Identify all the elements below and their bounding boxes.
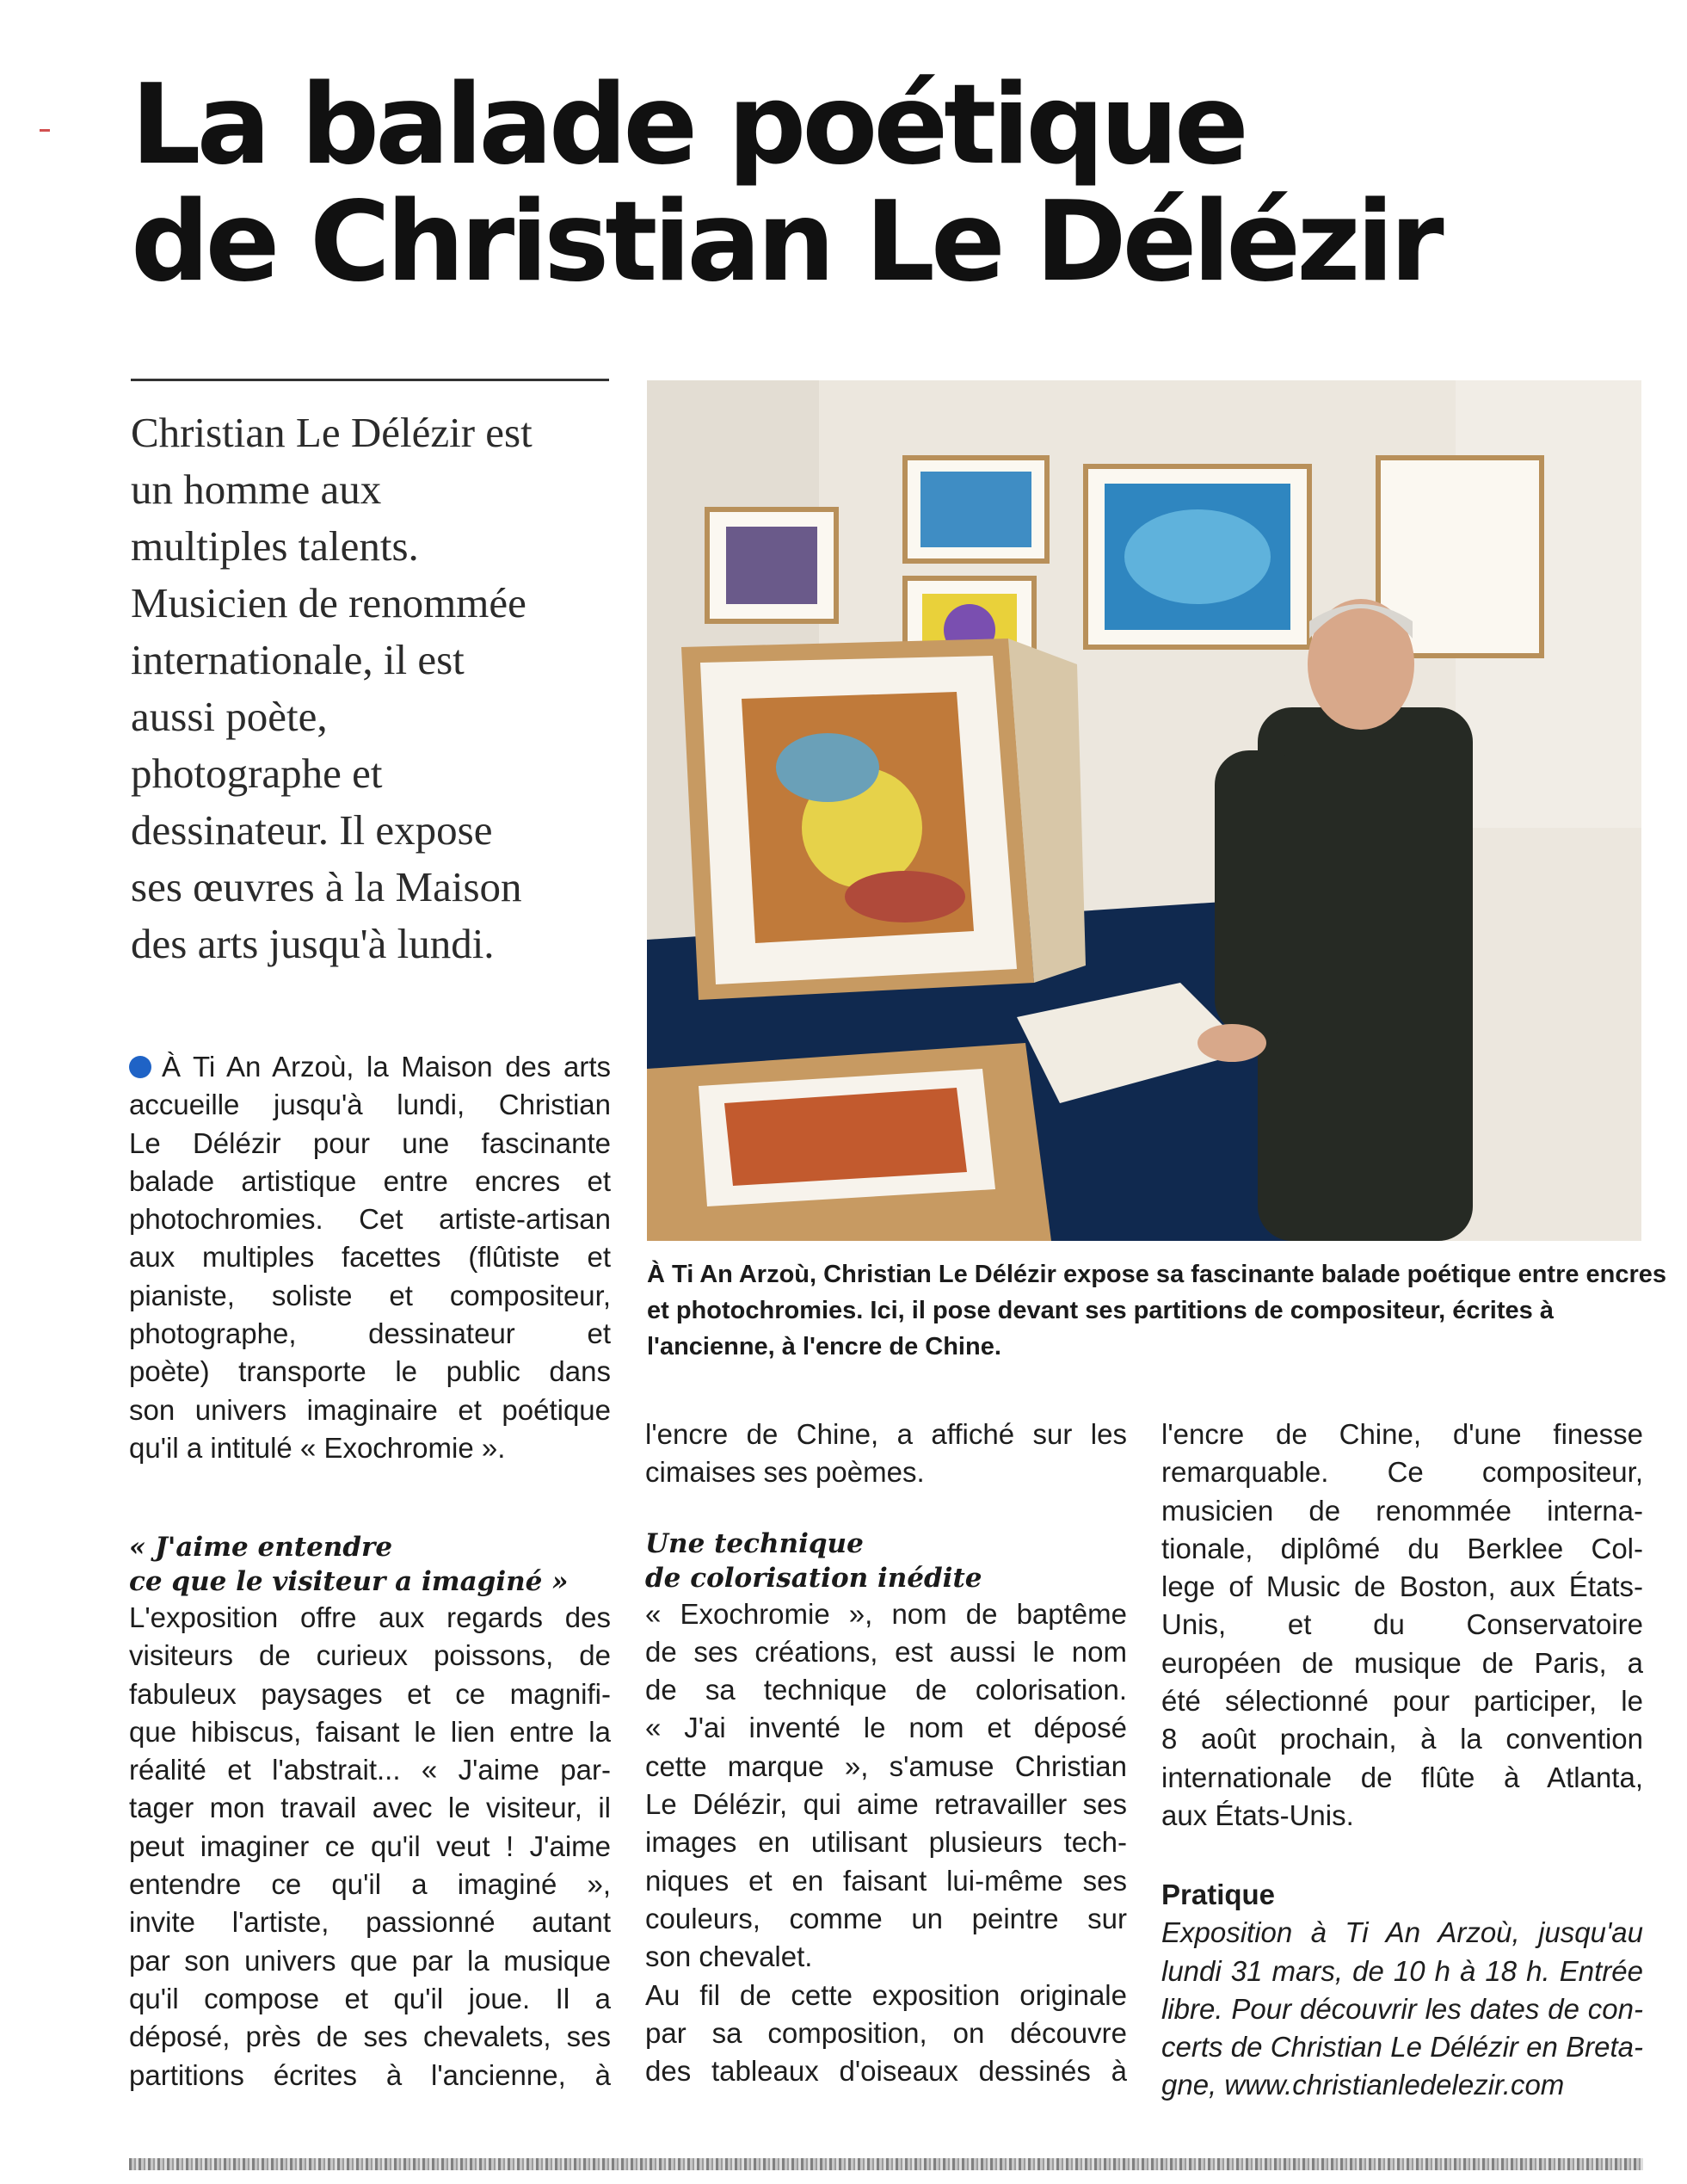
lede-line: photographe et [131,750,383,797]
subhead-line: Une technique [645,1527,864,1559]
body-line: niques et en faisant lui-même ses [645,1864,1127,1897]
pratique-line: libre. Pour découvrir les dates de con- [1161,1992,1643,2025]
caption-line: l'ancienne, à l'encre de Chine. [647,1333,1001,1360]
title-line: La balade poétique [131,61,1245,189]
pratique-line: gne, www.christianledelezir.com [1161,2069,1565,2101]
photo-caption [647,1256,1667,1365]
body-line: Le Délézir pour une fascinante [129,1126,611,1159]
lede-line: internationale, il est [131,636,465,683]
caption-line: et photochromies. Ici, il pose devant ses partitions de compositeur, écrites à [647,1297,1554,1324]
body-line: par sa composition, on découvre [645,2016,1127,2049]
body-line: L'exposition offre aux regards des [129,1601,611,1633]
lede-line: Musicien de renommée [131,579,526,626]
body-line: « Exochromie », nom de baptême [645,1597,1127,1630]
exhibition-photo-image [647,380,1641,1241]
body-line: invite l'artiste, passionné autant [129,1906,611,1939]
body-line: qu'il a intitulé « Exochromie ». [129,1431,506,1464]
body-line: internationale de flûte à Atlanta, [1161,1761,1643,1793]
pratique-line: Exposition à Ti An Arzoù, jusqu'au [1161,1916,1643,1949]
body-line: fabuleux paysages et ce magnifi- [129,1677,611,1710]
body-line: Au fil de cette exposition originale [645,1978,1127,2011]
body-line: accueille jusqu'à lundi, Christian [129,1089,611,1121]
section-subhead [645,1527,1127,1595]
column-2 [645,1416,1127,2090]
body-line: l'encre de Chine, d'une finesse [1161,1418,1643,1450]
lede-rule [131,379,609,381]
body-line: peut imaginer ce qu'il veut ! J'aime [129,1829,611,1862]
body-line: que hibiscus, faisant le lien entre la [129,1715,611,1748]
body-line: balade artistique entre encres et [129,1164,611,1197]
pratique-line: lundi 31 mars, de 10 h à 18 h. Entrée [1161,1954,1643,1987]
lede-line: un homme aux [131,466,382,513]
body-line: photochromies. Cet artiste-artisan [129,1203,611,1236]
body-line: photographe, dessinateur et [129,1317,611,1350]
lede-paragraph [131,404,613,972]
body-line: réalité et l'abstrait... « J'aime par- [129,1754,611,1786]
lede-line: ses œuvres à la Maison [131,863,522,910]
pratique-line: certs de Christian Le Délézir en Breta- [1161,2031,1643,2064]
body-line: de sa technique de colorisation. [645,1674,1127,1706]
body-line: européen de musique de Paris, a [1161,1646,1643,1679]
body-line: pianiste, soliste et compositeur, [129,1279,611,1311]
body-line: cette marque », s'amuse Christian [645,1749,1127,1782]
body-line: « J'ai inventé le nom et déposé [645,1712,1127,1744]
lede-line: aussi poète, [131,693,328,740]
body-line: déposé, près de ses chevalets, ses [129,2021,611,2053]
subhead-line: ce que le visiteur a imaginé » [129,1566,569,1597]
scan-edge [129,2158,1643,2170]
subhead-line: de colorisation inédite [645,1562,982,1594]
body-line: par son univers que par la musique [129,1944,611,1977]
body-line: entendre ce qu'il a imaginé », [129,1868,611,1901]
body-line: 8 août prochain, à la convention [1161,1723,1643,1755]
body-line: tager mon travail avec le visiteur, il [129,1792,611,1824]
exhibition-photo [647,380,1641,1241]
column-1-intro [129,1048,611,1467]
body-line: remarquable. Ce compositeur, [1161,1456,1643,1489]
body-line: son chevalet. [645,1940,813,1973]
body-line: tionale, diplômé du Berklee Col- [1161,1532,1643,1564]
title-line: de Christian Le Délézir [131,178,1440,306]
body-line: qu'il compose et qu'il joue. Il a [129,1982,611,2014]
body-line: Le Délézir, qui aime retravailler ses [645,1788,1127,1821]
body-line: images en utilisant plusieurs tech- [645,1826,1127,1859]
column-3 [1161,1416,1643,2105]
lede-line: des arts jusqu'à lundi. [131,920,495,967]
body-line: poète) transporte le public dans [129,1355,611,1388]
body-line: partitions écrites à l'ancienne, à [129,2058,611,2091]
column-1-section [129,1530,611,2095]
lede-line: multiples talents. [131,522,419,570]
section-subhead [129,1530,611,1599]
body-line: l'encre de Chine, a affiché sur les [645,1418,1127,1450]
body-line: de ses créations, est aussi le nom [645,1635,1127,1668]
body-line: musicien de renommée interna- [1161,1494,1643,1527]
pratique-heading: Pratique [1161,1879,1276,1911]
bullet-dot-icon [129,1056,151,1078]
lede-line: dessinateur. Il expose [131,806,493,854]
body-line: couleurs, comme un peintre sur [645,1902,1127,1934]
pratique-info [1161,1914,1643,2104]
body-line: son univers imaginaire et poétique [129,1393,611,1426]
subhead-line: « J'aime entendre [129,1532,393,1563]
article-title [131,61,1593,306]
scan-speck [40,129,50,132]
caption-line: À Ti An Arzoù, Christian Le Délézir expose sa fascinante balade poétique entre encres [647,1261,1667,1288]
body-line: cimaises ses poèmes. [645,1456,925,1489]
body-line: visiteurs de curieux poissons, de [129,1639,611,1672]
body-line: Unis, et du Conservatoire [1161,1608,1643,1641]
body-line: À Ti An Arzoù, la Maison des arts [129,1048,611,1086]
lede-line: Christian Le Délézir est [131,409,533,456]
body-line: aux multiples facettes (flûtiste et [129,1241,611,1274]
body-line: des tableaux d'oiseaux dessinés à [645,2055,1127,2088]
body-line: été sélectionné pour participer, le [1161,1685,1643,1718]
body-line: aux États-Unis. [1161,1798,1354,1831]
body-line: lege of Music de Boston, aux États- [1161,1570,1643,1603]
